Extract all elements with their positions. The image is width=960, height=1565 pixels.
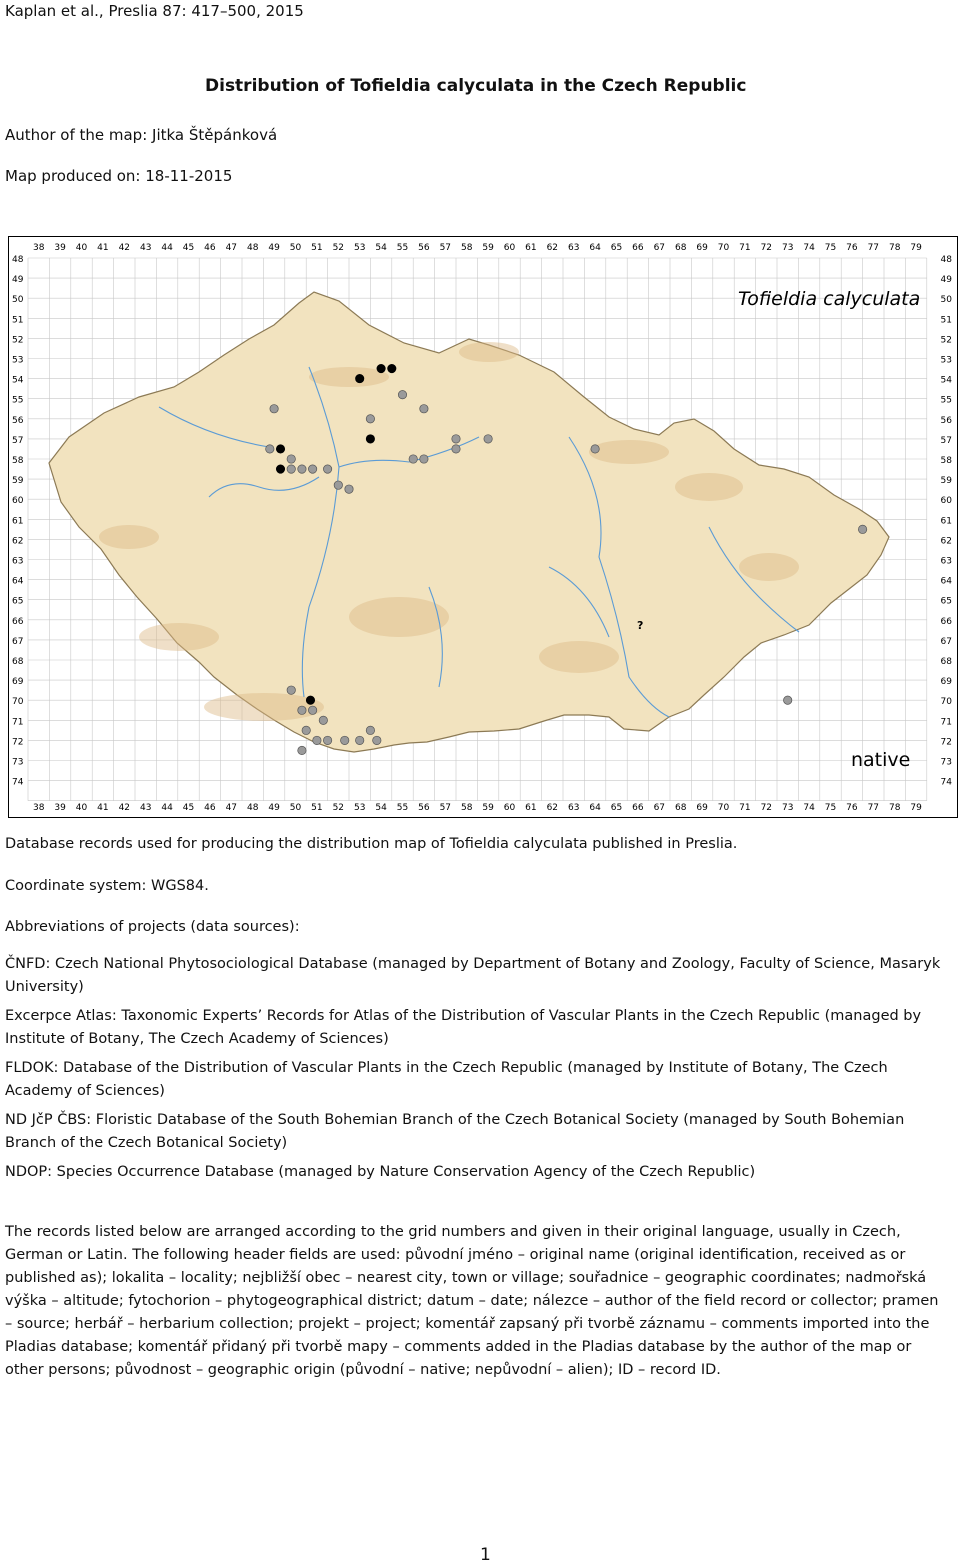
row-label: 48 — [940, 255, 952, 265]
row-label: 61 — [940, 516, 952, 527]
row-label: 52 — [12, 335, 24, 346]
row-label: 65 — [12, 596, 24, 607]
record-dot-grey — [323, 465, 331, 473]
column-label: 74 — [803, 243, 815, 253]
column-label: 78 — [888, 803, 901, 813]
czech-republic-outline — [49, 292, 889, 752]
column-label: 67 — [653, 803, 666, 813]
column-label: 65 — [610, 803, 623, 813]
column-label: 68 — [674, 243, 687, 253]
row-label: 70 — [12, 697, 24, 708]
abbrev-nd-jcp-cbs: ND JčP ČBS: Floristic Database of the South Bohemian Branch of the Czech Botanical Society (managed by South Bohemian Branch of the Czech Botanical Society) — [5, 1112, 905, 1151]
record-dot-grey — [319, 716, 327, 724]
row-label: 69 — [940, 677, 952, 688]
column-label: 76 — [846, 243, 858, 253]
column-label: 43 — [139, 243, 152, 253]
row-label: 51 — [12, 315, 24, 326]
row-label: 53 — [12, 355, 24, 366]
abbrev-ndop: NDOP: Species Occurrence Database (managed by Nature Conservation Agency of the Czech Republic) — [5, 1164, 756, 1180]
column-label: 56 — [418, 803, 430, 813]
column-label: 43 — [139, 803, 152, 813]
column-label: 55 — [396, 803, 409, 813]
row-label: 57 — [12, 435, 24, 446]
record-dot-grey — [784, 696, 792, 704]
column-label: 51 — [311, 243, 323, 253]
column-label: 57 — [439, 243, 452, 253]
record-dot-black — [377, 364, 385, 372]
column-label: 75 — [824, 803, 837, 813]
row-label: 56 — [12, 415, 24, 426]
row-label: 55 — [12, 395, 24, 406]
column-label: 70 — [717, 243, 730, 253]
record-dot-grey — [452, 435, 460, 443]
row-label: 48 — [12, 255, 24, 265]
coordinate-system: Coordinate system: WGS84. — [5, 878, 209, 894]
column-label: 61 — [525, 243, 537, 253]
record-dot-grey — [398, 390, 406, 398]
column-label: 44 — [161, 243, 173, 253]
row-label: 72 — [12, 737, 24, 748]
row-label: 64 — [12, 576, 24, 587]
status-label: native — [851, 749, 911, 771]
column-label: 49 — [268, 243, 280, 253]
column-label: 45 — [182, 243, 195, 253]
column-label: 77 — [867, 243, 880, 253]
record-dot-grey — [366, 726, 374, 734]
column-label: 65 — [610, 243, 623, 253]
row-label: 49 — [940, 275, 952, 286]
row-label: 53 — [940, 355, 952, 366]
column-label: 73 — [781, 243, 794, 253]
record-dot-grey — [341, 736, 349, 744]
record-dot-grey — [591, 445, 599, 453]
record-dot-grey — [287, 465, 295, 473]
row-label: 71 — [12, 717, 24, 728]
row-label: 67 — [12, 636, 24, 647]
row-label: 69 — [12, 677, 24, 688]
column-label: 71 — [739, 243, 751, 253]
records-explanation: The records listed below are arranged according to the grid numbers and given in their original language, usually in Czech, German or Latin. The following header fields are used: původní jméno – original name (original identification, received as or published as); lokalita – locality; nejbližší obec – nearest city, town or village; souřadnice – geographic coordinates; nadmořská výška – altitude; fytochorion – phytogeographical district; datum – date; nálezce – author of the field record or collector; pramen – source; herbář – herbarium collection; projekt – project; komentář zapsaný při tvorbě záznamu – comments imported into the Pladias database; komentář přidaný při tvorbě mapy – comments added in the Pladias database by the author of the map or other persons; původnost – geographic origin (původní – native; nepůvodní – alien); ID – record ID. — [5, 1224, 939, 1378]
abbrev-fldok: FLDOK: Database of the Distribution of Vascular Plants in the Czech Republic (managed by Institute of Botany, The Czech Academy of Sciences) — [5, 1060, 888, 1099]
citation: Kaplan et al., Preslia 87: 417–500, 2015 — [5, 2, 304, 20]
column-label: 39 — [54, 803, 66, 813]
column-label: 40 — [75, 803, 88, 813]
column-label: 52 — [332, 243, 345, 253]
column-label: 52 — [332, 803, 345, 813]
column-label: 74 — [803, 803, 815, 813]
column-label: 54 — [375, 803, 387, 813]
column-label: 69 — [696, 803, 708, 813]
row-label: 54 — [940, 375, 952, 386]
column-label: 79 — [910, 243, 922, 253]
row-label: 68 — [940, 657, 952, 667]
column-label: 38 — [32, 243, 45, 253]
highland-shading — [675, 473, 743, 501]
record-dot-black — [366, 435, 374, 443]
column-label: 77 — [867, 803, 880, 813]
abbrev-excerpce: Excerpce Atlas: Taxonomic Experts’ Records for Atlas of the Distribution of Vascular Plants in the Czech Republic (managed by Institute of Botany, The Czech Academy of Sciences) — [5, 1008, 922, 1047]
row-label: 62 — [940, 536, 952, 547]
row-label: 59 — [940, 476, 952, 487]
row-label: 64 — [940, 576, 952, 587]
row-label: 70 — [940, 697, 952, 708]
row-label: 58 — [12, 456, 24, 466]
row-label: 68 — [12, 657, 24, 667]
column-label: 66 — [632, 803, 644, 813]
abbrev-cnfd: ČNFD: Czech National Phytosociological Database (managed by Department of Botany and Zoology, Faculty of Science, Masaryk University) — [5, 956, 941, 995]
row-label: 57 — [940, 435, 952, 446]
column-label: 70 — [717, 803, 730, 813]
column-label: 78 — [888, 243, 901, 253]
column-label: 45 — [182, 803, 195, 813]
column-label: 47 — [225, 243, 238, 253]
map-canvas — [9, 237, 957, 817]
row-label: 63 — [12, 556, 24, 567]
column-label: 58 — [460, 803, 473, 813]
column-label: 75 — [824, 243, 837, 253]
row-label: 58 — [940, 456, 952, 466]
column-label: 56 — [418, 243, 430, 253]
record-dot-grey — [302, 726, 310, 734]
record-dot-grey — [323, 736, 331, 744]
column-label: 53 — [353, 803, 366, 813]
row-label: 61 — [12, 516, 24, 527]
row-label: 50 — [12, 295, 24, 306]
column-label: 57 — [439, 803, 452, 813]
record-dot-grey — [345, 485, 353, 493]
highland-shading — [139, 623, 219, 651]
row-label: 65 — [940, 596, 952, 607]
column-label: 46 — [204, 243, 216, 253]
row-label: 56 — [940, 415, 952, 426]
column-label: 42 — [118, 243, 131, 253]
page-title: Distribution of Tofieldia calyculata in the Czech Republic — [205, 76, 747, 96]
row-label: 71 — [940, 717, 952, 728]
record-dot-grey — [287, 686, 295, 694]
highland-shading — [459, 342, 519, 362]
page-number: 1 — [480, 1545, 491, 1565]
column-label: 73 — [781, 803, 794, 813]
column-label: 63 — [567, 803, 580, 813]
highland-shading — [589, 440, 669, 464]
record-dot-black — [356, 374, 364, 382]
column-label: 60 — [503, 803, 516, 813]
row-label: 62 — [12, 536, 24, 547]
column-label: 72 — [760, 243, 773, 253]
record-dot-grey — [373, 736, 381, 744]
row-label: 67 — [940, 636, 952, 647]
record-dot-grey — [287, 455, 295, 463]
record-dot-grey — [313, 736, 321, 744]
record-dot-grey — [298, 746, 306, 754]
row-label: 60 — [12, 496, 24, 507]
column-label: 50 — [289, 803, 302, 813]
map-author: Author of the map: Jitka Štěpánková — [5, 126, 278, 144]
map-date: Map produced on: 18-11-2015 — [5, 167, 233, 185]
record-dot-black — [388, 364, 396, 372]
highland-shading — [99, 525, 159, 549]
highland-shading — [204, 693, 324, 721]
column-label: 66 — [632, 243, 644, 253]
column-label: 51 — [311, 803, 323, 813]
column-label: 58 — [460, 243, 473, 253]
column-label: 67 — [653, 243, 666, 253]
record-dot-grey — [409, 455, 417, 463]
highland-shading — [349, 597, 449, 637]
column-label: 79 — [910, 803, 922, 813]
column-label: 55 — [396, 243, 409, 253]
column-label: 60 — [503, 243, 516, 253]
column-label: 53 — [353, 243, 366, 253]
column-label: 72 — [760, 803, 773, 813]
record-dot-grey — [420, 405, 428, 413]
column-label: 71 — [739, 803, 751, 813]
highland-shading — [539, 641, 619, 673]
column-label: 42 — [118, 803, 131, 813]
record-dot-grey — [420, 455, 428, 463]
intro-paragraph: Database records used for producing the distribution map of Tofieldia calyculata published in Preslia. — [5, 836, 738, 852]
row-label: 66 — [12, 616, 24, 627]
record-dot-grey — [858, 525, 866, 533]
row-label: 66 — [940, 616, 952, 627]
column-label: 62 — [546, 243, 559, 253]
row-label: 60 — [940, 496, 952, 507]
column-label: 50 — [289, 243, 302, 253]
column-label: 69 — [696, 243, 708, 253]
column-label: 64 — [589, 243, 601, 253]
column-label: 41 — [97, 803, 109, 813]
column-label: 44 — [161, 803, 173, 813]
record-dot-grey — [308, 465, 316, 473]
column-label: 63 — [567, 243, 580, 253]
record-dot-black — [276, 445, 284, 453]
row-label: 73 — [940, 757, 952, 768]
column-label: 59 — [482, 803, 494, 813]
row-label: 59 — [12, 476, 24, 487]
row-label: 63 — [940, 556, 952, 567]
record-dot-grey — [308, 706, 316, 714]
column-label: 39 — [54, 243, 66, 253]
uncertain-record-mark: ? — [637, 619, 644, 632]
column-label: 61 — [525, 803, 537, 813]
row-label: 74 — [940, 777, 952, 788]
highland-shading — [739, 553, 799, 581]
row-label: 50 — [940, 295, 952, 306]
column-label: 62 — [546, 803, 559, 813]
row-label: 51 — [940, 315, 952, 326]
record-dot-grey — [356, 736, 364, 744]
record-dot-grey — [484, 435, 492, 443]
row-label: 73 — [12, 757, 24, 768]
record-dot-grey — [266, 445, 274, 453]
row-label: 74 — [12, 777, 24, 788]
distribution-map — [8, 236, 958, 818]
column-label: 38 — [32, 803, 45, 813]
record-dot-black — [276, 465, 284, 473]
column-label: 40 — [75, 243, 88, 253]
column-label: 64 — [589, 803, 601, 813]
record-dot-grey — [366, 415, 374, 423]
row-label: 49 — [12, 275, 24, 286]
species-label: Tofieldia calyculata — [738, 288, 921, 310]
column-label: 48 — [246, 803, 259, 813]
row-label: 72 — [940, 737, 952, 748]
row-label: 52 — [940, 335, 952, 346]
record-dot-grey — [270, 405, 278, 413]
column-label: 76 — [846, 803, 858, 813]
record-dot-black — [306, 696, 314, 704]
record-dot-grey — [334, 481, 342, 489]
record-dot-grey — [298, 465, 306, 473]
column-label: 59 — [482, 243, 494, 253]
column-label: 46 — [204, 803, 216, 813]
column-label: 54 — [375, 243, 387, 253]
abbreviations-heading: Abbreviations of projects (data sources): — [5, 919, 300, 935]
row-label: 54 — [12, 375, 24, 386]
column-label: 68 — [674, 803, 687, 813]
column-label: 47 — [225, 803, 238, 813]
record-dot-grey — [452, 445, 460, 453]
row-label: 55 — [940, 395, 952, 406]
record-dot-grey — [298, 706, 306, 714]
column-label: 49 — [268, 803, 280, 813]
column-label: 41 — [97, 243, 109, 253]
column-label: 48 — [246, 243, 259, 253]
